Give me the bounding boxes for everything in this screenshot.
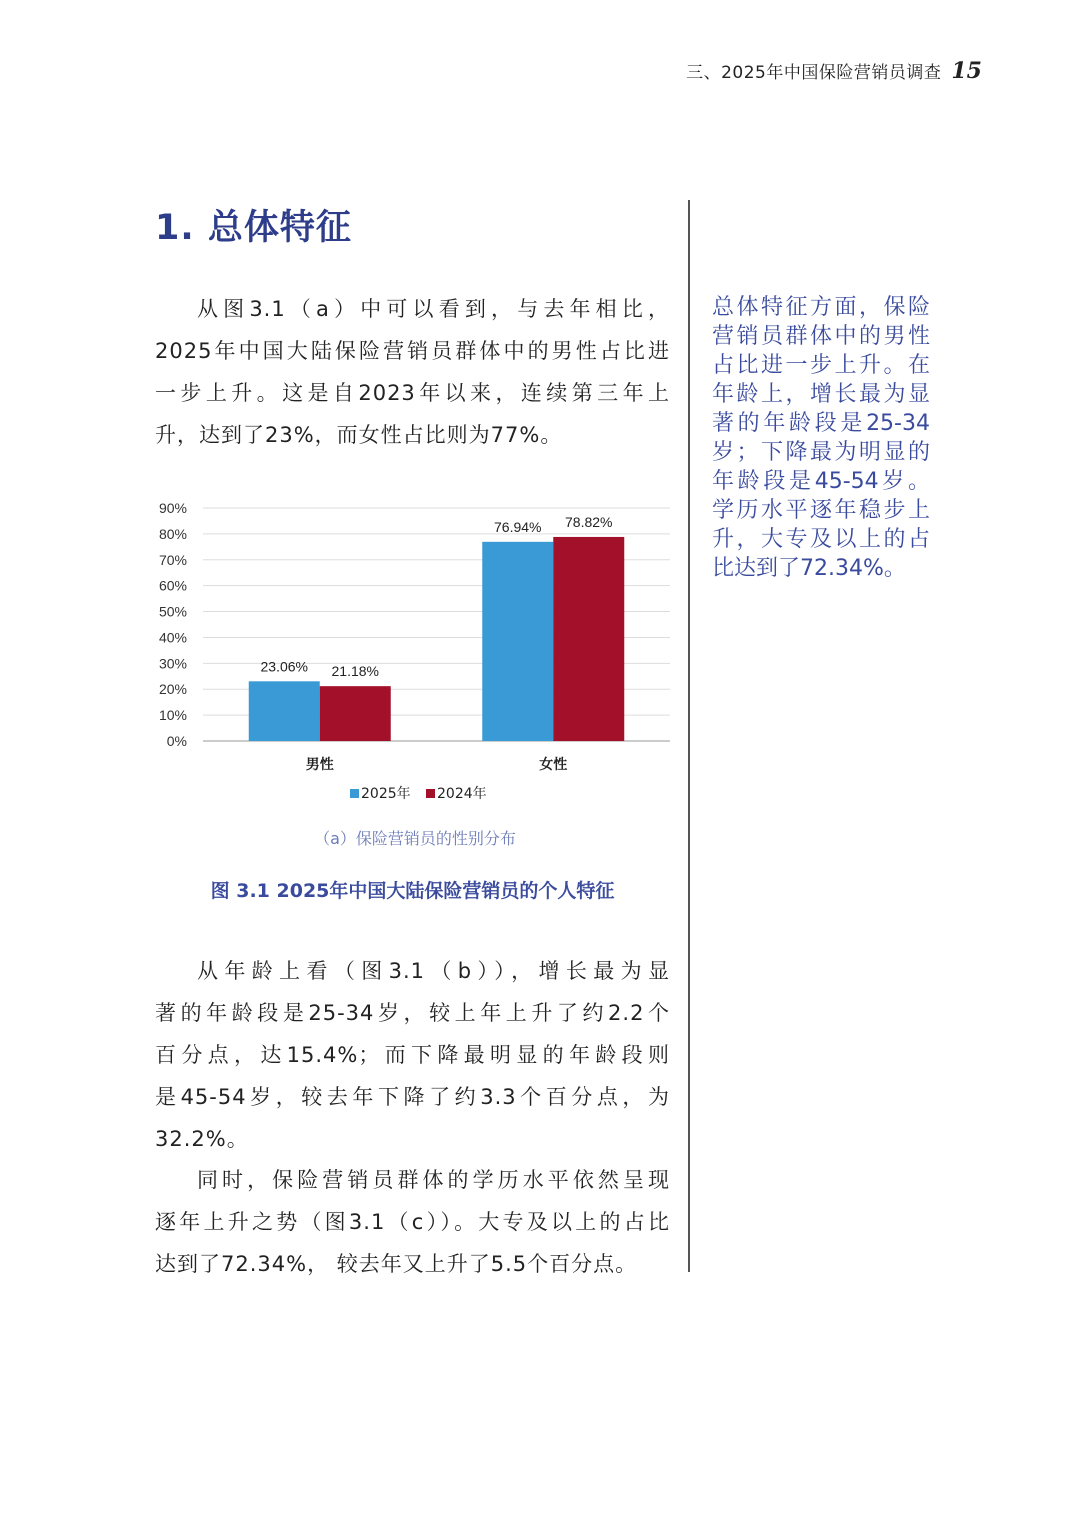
paragraph-line: 2025年中国大陆保险营销员群体中的男性占比进 (155, 339, 670, 363)
section-title: 1. 总体特征 (155, 208, 352, 248)
paragraph-line: 达到了72.34%， 较去年又上升了5.5个百分点。 (155, 1252, 638, 1276)
y-tick-label: 10% (158, 707, 187, 724)
legend-label: 2024年 (437, 786, 487, 802)
legend-swatch (350, 789, 359, 798)
bar (482, 542, 553, 741)
paragraph-line: 32.2%。 (155, 1127, 249, 1151)
column-divider (688, 200, 690, 1272)
paragraph-line: 同时，保险营销员群体的学历水平依然呈现 (197, 1168, 670, 1192)
sidebar-line: 岁；下降最为明显的 (712, 440, 930, 465)
paragraph-gender (155, 288, 670, 456)
paragraph-age (155, 950, 670, 1160)
paragraph-line: 从图3.1（a）中可以看到，与去年相比， (197, 297, 670, 321)
x-tick-label: 男性 (305, 757, 334, 773)
bar (320, 686, 391, 741)
sidebar-line: 升，大专及以上的占 (712, 527, 930, 552)
y-tick-label: 30% (158, 655, 187, 672)
x-tick-label: 女性 (539, 757, 568, 773)
sidebar-summary (712, 293, 930, 583)
sidebar-line: 比达到了72.34%。 (712, 556, 906, 581)
paragraph-line: 百分点，达15.4%；而下降最明显的年龄段则 (155, 1043, 670, 1067)
y-tick-label: 80% (158, 525, 187, 542)
figure-caption: 图 3.1 2025年中国大陆保险营销员的个人特征 (210, 880, 615, 902)
sidebar-line: 学历水平逐年稳步上 (712, 498, 930, 523)
paragraph-line: 是45-54岁，较去年下降了约3.3个百分点，为 (155, 1085, 670, 1109)
paragraph-line: 升，达到了23%，而女性占比则为77%。 (155, 423, 563, 447)
running-header: 三、2025年中国保险营销员调查 (686, 63, 942, 83)
data-label: 23.06% (260, 658, 308, 675)
page-header (686, 58, 982, 84)
y-tick-label: 20% (158, 681, 187, 698)
sidebar-line: 总体特征方面，保险 (712, 295, 930, 320)
sidebar-line: 著的年龄段是25-34 (712, 411, 930, 436)
y-tick-label: 50% (158, 603, 187, 620)
paragraph-line: 逐年上升之势（图3.1（c））。大专及以上的占比 (155, 1210, 670, 1234)
paragraph-line: 著的年龄段是25-34岁，较上年上升了约2.2个 (155, 1001, 670, 1025)
paragraph-line: 一步上升。这是自2023年以来，连续第三年上 (155, 381, 670, 405)
gender-bar-chart (145, 495, 685, 815)
page-number: 15 (951, 58, 982, 84)
legend-swatch (426, 789, 435, 798)
data-label: 21.18% (331, 663, 379, 680)
data-label: 78.82% (565, 513, 613, 530)
bar (553, 537, 624, 741)
sidebar-line: 营销员群体中的男性 (712, 324, 930, 349)
sidebar-line: 年龄上，增长最为显 (712, 382, 930, 407)
y-tick-label: 70% (158, 551, 187, 568)
paragraph-line: 从年龄上看（图3.1（b）），增长最为显 (197, 959, 670, 983)
y-tick-label: 40% (158, 629, 187, 646)
chart-caption: （a）保险营销员的性别分布 (314, 829, 516, 848)
y-tick-label: 0% (166, 733, 187, 749)
paragraph-education (155, 1159, 670, 1285)
legend-label: 2025年 (361, 786, 411, 802)
y-tick-label: 90% (158, 500, 187, 516)
data-label: 76.94% (494, 518, 542, 535)
bar (249, 681, 320, 741)
y-tick-label: 60% (158, 577, 187, 594)
sidebar-line: 年龄段是45-54岁。 (712, 469, 930, 494)
chart-svg (145, 495, 685, 815)
sidebar-line: 占比进一步上升。在 (712, 353, 930, 378)
